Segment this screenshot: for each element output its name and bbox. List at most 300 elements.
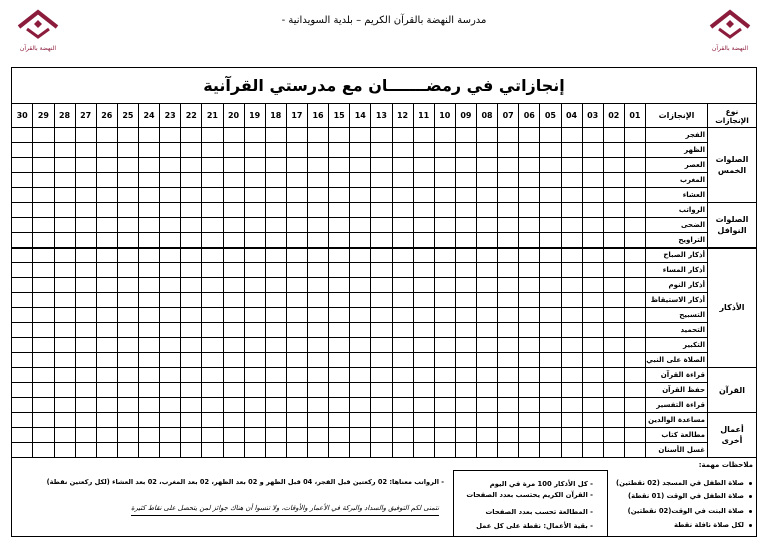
day-tracking-cell [434, 128, 455, 143]
day-tracking-cell [75, 158, 96, 173]
day-tracking-cell [413, 353, 434, 368]
day-tracking-cell [160, 263, 181, 278]
day-tracking-cell [603, 203, 624, 218]
day-tracking-cell [75, 128, 96, 143]
day-tracking-cell [181, 158, 202, 173]
day-tracking-cell [54, 248, 75, 263]
day-tracking-cell [265, 428, 286, 443]
achievement-label: المغرب [646, 173, 708, 188]
day-tracking-cell [181, 263, 202, 278]
day-tracking-cell [434, 143, 455, 158]
day-tracking-cell [286, 173, 307, 188]
day-tracking-cell [392, 218, 413, 233]
day-tracking-cell [540, 263, 561, 278]
day-tracking-cell [265, 443, 286, 458]
day-tracking-cell [181, 383, 202, 398]
day-tracking-cell [498, 398, 519, 413]
day-tracking-cell [117, 203, 138, 218]
day-tracking-cell [603, 278, 624, 293]
day-tracking-cell [350, 263, 371, 278]
day-tracking-cell [96, 173, 117, 188]
day-tracking-cell [350, 128, 371, 143]
achievements-header: الإنجازات [646, 104, 708, 128]
day-tracking-cell [160, 413, 181, 428]
day-tracking-cell [371, 353, 392, 368]
day-tracking-cell [498, 173, 519, 188]
day-tracking-cell [350, 383, 371, 398]
day-tracking-cell [12, 428, 33, 443]
day-tracking-cell [181, 143, 202, 158]
day-tracking-cell [519, 308, 540, 323]
day-tracking-cell [139, 338, 160, 353]
day-tracking-cell [54, 308, 75, 323]
day-tracking-cell [329, 233, 350, 248]
day-tracking-cell [12, 308, 33, 323]
day-tracking-cell [561, 128, 582, 143]
day-tracking-cell [392, 263, 413, 278]
day-tracking-cell [265, 173, 286, 188]
closing-wish: نتمنى لكم التوفيق والسداد والبركة في الأعمار والأوقات، ولا تنسوا أن هناك جوائز لمن يتحصل على نقاط كثيرة [131, 503, 439, 516]
day-tracking-cell [308, 398, 329, 413]
day-tracking-cell [308, 443, 329, 458]
day-tracking-cell [308, 128, 329, 143]
counting-rule-text: - المطالعة تحسب بعدد الصفحات [485, 508, 593, 516]
day-tracking-cell [139, 323, 160, 338]
day-tracking-cell [202, 353, 223, 368]
day-tracking-cell [75, 248, 96, 263]
day-tracking-cell [308, 323, 329, 338]
day-tracking-cell [434, 338, 455, 353]
day-tracking-cell [12, 188, 33, 203]
day-tracking-cell [117, 368, 138, 383]
table-row [12, 413, 757, 428]
day-tracking-cell [75, 188, 96, 203]
day-tracking-cell [519, 173, 540, 188]
day-tracking-cell [603, 368, 624, 383]
day-tracking-cell [371, 128, 392, 143]
day-tracking-cell [413, 263, 434, 278]
day-tracking-cell [223, 353, 244, 368]
day-tracking-cell [12, 158, 33, 173]
day-tracking-cell [413, 293, 434, 308]
day-tracking-cell [329, 353, 350, 368]
day-tracking-cell [117, 248, 138, 263]
day-tracking-cell [202, 323, 223, 338]
day-tracking-cell [624, 158, 645, 173]
day-tracking-cell [308, 428, 329, 443]
day-tracking-cell [12, 248, 33, 263]
day-tracking-cell [434, 158, 455, 173]
day-header-cell: 14 [350, 104, 371, 128]
day-tracking-cell [434, 368, 455, 383]
day-tracking-cell [96, 203, 117, 218]
day-tracking-cell [160, 203, 181, 218]
day-tracking-cell [286, 308, 307, 323]
day-tracking-cell [202, 398, 223, 413]
day-tracking-cell [54, 413, 75, 428]
day-tracking-cell [413, 413, 434, 428]
table-row [12, 188, 757, 203]
day-tracking-cell [624, 353, 645, 368]
day-tracking-cell [33, 383, 54, 398]
day-tracking-cell [33, 203, 54, 218]
day-tracking-cell [371, 398, 392, 413]
bullet-icon [749, 524, 752, 527]
day-tracking-cell [244, 188, 265, 203]
day-tracking-cell [371, 248, 392, 263]
table-row [12, 173, 757, 188]
achievement-label: غسل الأسنان [646, 443, 708, 458]
day-tracking-cell [308, 308, 329, 323]
day-tracking-cell [265, 293, 286, 308]
day-tracking-cell [223, 428, 244, 443]
nahda-rhombus-logo-icon [16, 8, 60, 40]
day-tracking-cell [139, 293, 160, 308]
day-tracking-cell [561, 353, 582, 368]
day-tracking-cell [117, 143, 138, 158]
day-tracking-cell [244, 428, 265, 443]
day-tracking-cell [434, 383, 455, 398]
day-tracking-cell [139, 278, 160, 293]
day-tracking-cell [455, 158, 476, 173]
day-tracking-cell [75, 173, 96, 188]
day-tracking-cell [519, 263, 540, 278]
day-tracking-cell [603, 428, 624, 443]
day-tracking-cell [244, 308, 265, 323]
day-tracking-cell [160, 398, 181, 413]
day-tracking-cell [434, 308, 455, 323]
day-tracking-cell [582, 383, 603, 398]
day-tracking-cell [392, 143, 413, 158]
day-tracking-cell [244, 323, 265, 338]
day-tracking-cell [498, 263, 519, 278]
achievement-label: أذكار المساء [646, 263, 708, 278]
day-tracking-cell [181, 413, 202, 428]
day-tracking-cell [582, 158, 603, 173]
day-tracking-cell [181, 173, 202, 188]
day-tracking-cell [139, 413, 160, 428]
day-tracking-cell [202, 413, 223, 428]
day-tracking-cell [160, 428, 181, 443]
day-header-cell: 02 [603, 104, 624, 128]
day-tracking-cell [477, 143, 498, 158]
day-tracking-cell [413, 323, 434, 338]
day-tracking-cell [12, 398, 33, 413]
day-tracking-cell [350, 188, 371, 203]
day-tracking-cell [540, 293, 561, 308]
day-tracking-cell [498, 158, 519, 173]
day-tracking-cell [75, 143, 96, 158]
day-tracking-cell [350, 158, 371, 173]
day-tracking-cell [202, 428, 223, 443]
day-tracking-cell [329, 128, 350, 143]
day-tracking-cell [455, 143, 476, 158]
day-tracking-cell [54, 203, 75, 218]
achievement-label: حفظ القرآن [646, 383, 708, 398]
day-tracking-cell [582, 248, 603, 263]
day-tracking-cell [371, 233, 392, 248]
day-tracking-cell [477, 443, 498, 458]
day-tracking-cell [498, 368, 519, 383]
day-tracking-cell [181, 443, 202, 458]
day-header-cell: 17 [286, 104, 307, 128]
day-tracking-cell [561, 383, 582, 398]
day-tracking-cell [33, 263, 54, 278]
day-tracking-cell [286, 428, 307, 443]
achievement-label: الضحى [646, 218, 708, 233]
day-tracking-cell [603, 338, 624, 353]
day-tracking-cell [33, 158, 54, 173]
counting-rules-box [453, 470, 608, 536]
day-tracking-cell [244, 233, 265, 248]
day-tracking-cell [624, 143, 645, 158]
day-tracking-cell [434, 323, 455, 338]
day-tracking-cell [265, 278, 286, 293]
day-tracking-cell [582, 428, 603, 443]
day-tracking-cell [223, 383, 244, 398]
day-tracking-cell [96, 293, 117, 308]
table-row [12, 128, 757, 143]
day-tracking-cell [117, 188, 138, 203]
day-tracking-cell [181, 338, 202, 353]
day-tracking-cell [455, 398, 476, 413]
day-tracking-cell [540, 128, 561, 143]
day-tracking-cell [371, 218, 392, 233]
day-tracking-cell [477, 323, 498, 338]
day-tracking-cell [392, 308, 413, 323]
day-tracking-cell [202, 188, 223, 203]
day-tracking-cell [603, 143, 624, 158]
day-tracking-cell [75, 203, 96, 218]
day-tracking-cell [96, 233, 117, 248]
day-tracking-cell [392, 398, 413, 413]
day-tracking-cell [329, 248, 350, 263]
points-rule-text: صلاة الطفل في الوقت (01 نقطة) [627, 492, 744, 500]
day-tracking-cell [265, 233, 286, 248]
day-tracking-cell [223, 128, 244, 143]
day-tracking-cell [371, 173, 392, 188]
type-header-line: نوع [725, 106, 739, 116]
day-tracking-cell [117, 293, 138, 308]
day-tracking-cell [371, 368, 392, 383]
day-tracking-cell [181, 293, 202, 308]
day-tracking-cell [286, 338, 307, 353]
day-tracking-cell [350, 278, 371, 293]
day-tracking-cell [223, 398, 244, 413]
day-tracking-cell [244, 263, 265, 278]
day-tracking-cell [477, 218, 498, 233]
day-tracking-cell [244, 383, 265, 398]
day-tracking-cell [392, 383, 413, 398]
day-tracking-cell [624, 368, 645, 383]
day-tracking-cell [329, 158, 350, 173]
day-tracking-cell [244, 443, 265, 458]
day-tracking-cell [455, 413, 476, 428]
day-tracking-cell [413, 188, 434, 203]
day-tracking-cell [160, 278, 181, 293]
day-tracking-cell [498, 143, 519, 158]
day-tracking-cell [54, 293, 75, 308]
table-row [12, 203, 757, 218]
day-tracking-cell [434, 233, 455, 248]
achievement-type-line: القرآن [718, 385, 746, 395]
day-header-cell: 11 [413, 104, 434, 128]
day-tracking-cell [582, 308, 603, 323]
day-tracking-cell [455, 188, 476, 203]
day-tracking-cell [519, 443, 540, 458]
day-tracking-cell [75, 233, 96, 248]
day-tracking-cell [603, 293, 624, 308]
day-tracking-cell [75, 368, 96, 383]
day-tracking-cell [603, 158, 624, 173]
day-tracking-cell [286, 128, 307, 143]
day-tracking-cell [12, 143, 33, 158]
day-tracking-cell [561, 233, 582, 248]
day-tracking-cell [498, 218, 519, 233]
day-tracking-cell [413, 248, 434, 263]
day-tracking-cell [540, 398, 561, 413]
day-tracking-cell [392, 293, 413, 308]
day-tracking-cell [75, 308, 96, 323]
table-row [12, 353, 757, 368]
table-row [12, 218, 757, 233]
day-tracking-cell [223, 173, 244, 188]
day-header-cell: 25 [117, 104, 138, 128]
day-tracking-cell [181, 218, 202, 233]
day-tracking-cell [308, 278, 329, 293]
achievement-type-header [708, 104, 757, 128]
day-tracking-cell [244, 248, 265, 263]
day-tracking-cell [392, 128, 413, 143]
day-tracking-cell [477, 263, 498, 278]
day-header-cell: 29 [33, 104, 54, 128]
day-tracking-cell [582, 233, 603, 248]
day-tracking-cell [477, 173, 498, 188]
day-tracking-cell [434, 173, 455, 188]
day-tracking-cell [624, 263, 645, 278]
achievement-type-cell [708, 413, 757, 458]
day-tracking-cell [392, 323, 413, 338]
day-tracking-cell [350, 428, 371, 443]
day-tracking-cell [308, 413, 329, 428]
day-tracking-cell [498, 278, 519, 293]
logo-caption: النهضة بالقرآن [711, 45, 749, 52]
achievement-type-line: الصلوات [715, 155, 749, 164]
day-tracking-cell [75, 338, 96, 353]
day-header-cell: 10 [434, 104, 455, 128]
rawatib-note: - الرواتب معناها: 02 ركعتين قبل الفجر، 04 قبل الظهر و 02 بعد الظهر، 02 بعد المغرب، 02 بعد العشاء (لكل ركعتين نقطة) [46, 478, 444, 486]
day-tracking-cell [329, 443, 350, 458]
day-tracking-cell [561, 203, 582, 218]
day-tracking-cell [624, 308, 645, 323]
day-tracking-cell [139, 233, 160, 248]
day-tracking-cell [519, 128, 540, 143]
day-tracking-cell [202, 248, 223, 263]
day-tracking-cell [117, 353, 138, 368]
day-tracking-cell [371, 293, 392, 308]
day-tracking-cell [371, 308, 392, 323]
day-tracking-cell [498, 128, 519, 143]
title-box [11, 67, 757, 104]
day-tracking-cell [181, 353, 202, 368]
day-tracking-cell [561, 338, 582, 353]
day-tracking-cell [413, 383, 434, 398]
day-tracking-cell [561, 218, 582, 233]
day-tracking-cell [561, 443, 582, 458]
day-tracking-cell [117, 173, 138, 188]
day-tracking-cell [223, 368, 244, 383]
day-tracking-cell [75, 263, 96, 278]
day-header-cell: 13 [371, 104, 392, 128]
day-tracking-cell [139, 263, 160, 278]
day-tracking-cell [265, 143, 286, 158]
day-tracking-cell [434, 443, 455, 458]
day-tracking-cell [286, 383, 307, 398]
day-tracking-cell [265, 323, 286, 338]
day-tracking-cell [12, 203, 33, 218]
day-tracking-cell [477, 383, 498, 398]
day-tracking-cell [308, 338, 329, 353]
day-tracking-cell [160, 383, 181, 398]
day-tracking-cell [202, 338, 223, 353]
day-tracking-cell [96, 338, 117, 353]
day-tracking-cell [117, 263, 138, 278]
day-tracking-cell [33, 398, 54, 413]
day-header-cell: 23 [160, 104, 181, 128]
day-tracking-cell [392, 413, 413, 428]
day-tracking-cell [33, 188, 54, 203]
table-row [12, 338, 757, 353]
day-tracking-cell [603, 443, 624, 458]
day-tracking-cell [498, 338, 519, 353]
day-header-cell: 08 [477, 104, 498, 128]
day-tracking-cell [160, 368, 181, 383]
counting-rule-text: - بقية الأعمال: نقطة على كل عمل [476, 522, 593, 530]
day-tracking-cell [202, 293, 223, 308]
day-tracking-cell [96, 143, 117, 158]
day-tracking-cell [265, 398, 286, 413]
day-tracking-cell [455, 383, 476, 398]
day-tracking-cell [181, 128, 202, 143]
day-tracking-cell [244, 398, 265, 413]
day-tracking-cell [139, 398, 160, 413]
day-tracking-cell [413, 278, 434, 293]
achievement-label: التسبيح [646, 308, 708, 323]
achievement-type-line: الصلوات [715, 214, 749, 224]
day-tracking-cell [624, 338, 645, 353]
points-rule-item [602, 491, 752, 501]
achievement-label: قراءة القرآن [646, 368, 708, 383]
day-tracking-cell [54, 278, 75, 293]
achievement-label: التكبير [646, 338, 708, 353]
day-tracking-cell [244, 368, 265, 383]
day-tracking-cell [223, 443, 244, 458]
day-tracking-cell [54, 368, 75, 383]
day-tracking-cell [455, 233, 476, 248]
day-tracking-cell [582, 443, 603, 458]
day-tracking-cell [265, 188, 286, 203]
day-tracking-cell [477, 398, 498, 413]
day-tracking-cell [33, 173, 54, 188]
day-tracking-cell [12, 383, 33, 398]
day-tracking-cell [265, 248, 286, 263]
day-tracking-cell [160, 158, 181, 173]
day-tracking-cell [286, 203, 307, 218]
day-tracking-cell [75, 398, 96, 413]
day-tracking-cell [117, 233, 138, 248]
logo-caption: النهضة بالقرآن [19, 45, 57, 52]
day-tracking-cell [624, 203, 645, 218]
